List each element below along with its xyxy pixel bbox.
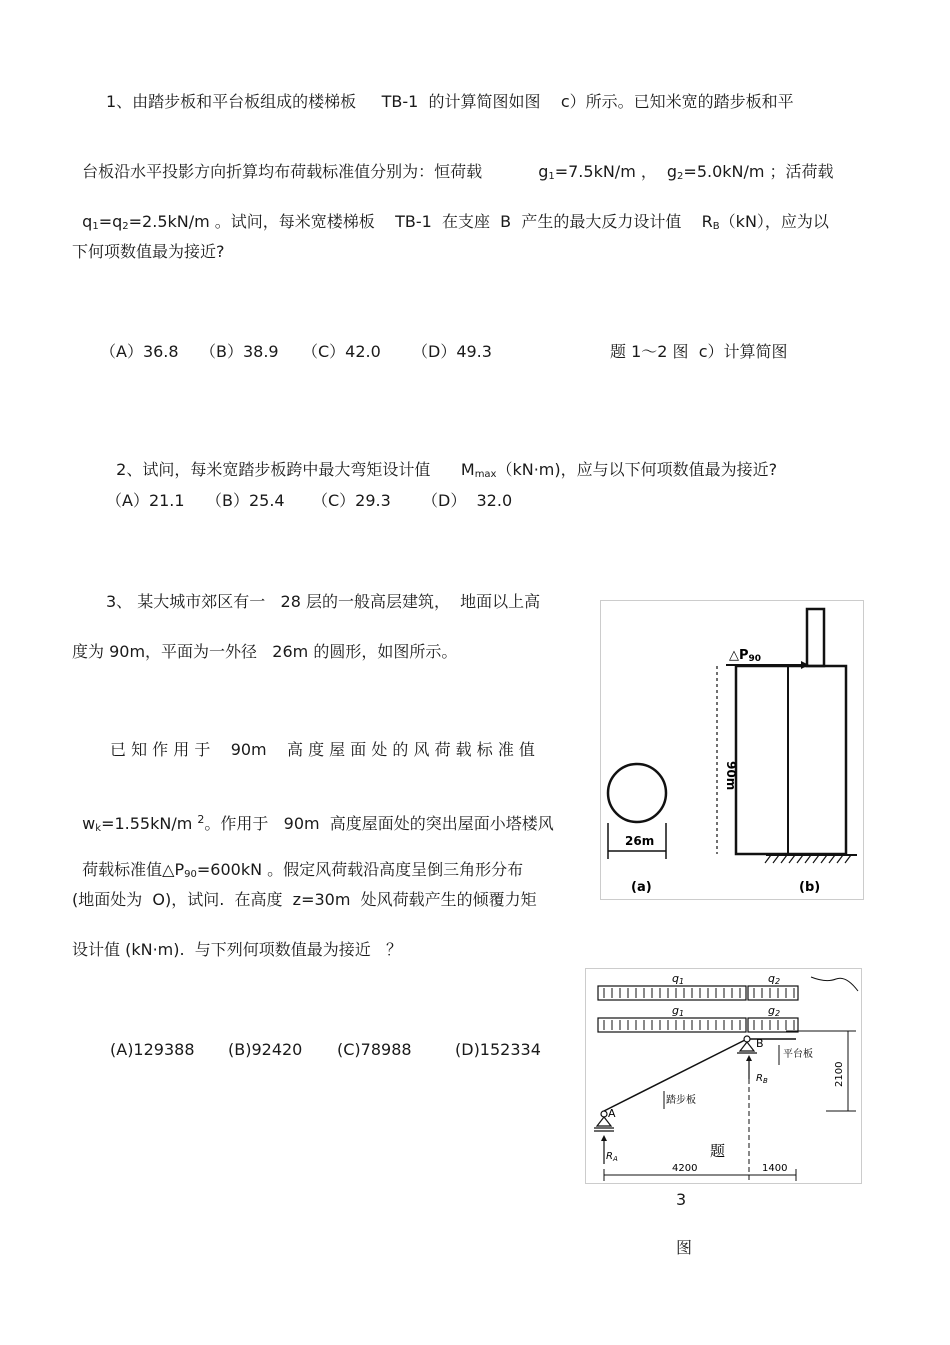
- load-label: △P90: [729, 648, 762, 664]
- rb-subscript: B: [712, 221, 720, 232]
- wind-load-figure: [600, 600, 864, 900]
- point-b-label: B: [756, 1037, 764, 1050]
- g1-symbol: g: [538, 162, 549, 181]
- q1-line-1: 1、由踏步板和平台板组成的楼梯板 TB-1 的计算简图如图 c）所示。已知米宽的踏步板和平: [106, 92, 794, 111]
- wk-unit-superscript: 2: [197, 813, 205, 826]
- q3-line-6: (地面处为 O)，试问. 在高度 z=30m 处风荷载产生的倾覆力矩: [72, 890, 537, 909]
- q1-line-2: [72, 142, 834, 187]
- figure-label-b: (b): [799, 880, 821, 895]
- g2-value: =5.0kN/m ；活荷载: [683, 162, 834, 181]
- live-load-q2: [748, 986, 798, 1000]
- dead-load-g2: [748, 1018, 798, 1032]
- dim-span-2: 1400: [762, 1163, 788, 1174]
- q1-option-d: （D）49.3: [412, 342, 492, 361]
- height-dimension-label: 90m: [724, 761, 738, 791]
- q1-symbol: q: [82, 212, 93, 231]
- figure-label-a: (a): [631, 880, 652, 895]
- g1-subscript: 1: [548, 171, 555, 182]
- p90-subscript: 90: [184, 869, 197, 880]
- q2-option-a: （A）21.1: [106, 491, 185, 510]
- q3-line-4-text: 。作用于 90m 高度屋面处的突出屋面小塔楼风: [204, 814, 554, 833]
- q2-line-1-text: 2、试问，每米宽踏步板跨中最大弯矩设计值 M: [116, 460, 475, 479]
- g2-symbol: g: [666, 162, 678, 181]
- dim-span-1: 4200: [672, 1163, 698, 1174]
- q3-line-7: 设计值 (kN·m). 与下列何项数值最为接近 ？: [72, 940, 402, 959]
- q1-option-a: （A）36.8: [100, 342, 179, 361]
- mmax-subscript: max: [474, 469, 497, 480]
- q2-line-1: [106, 440, 777, 485]
- figure-caption-tu: 图: [676, 1238, 693, 1257]
- reaction-a-label: $R_A$: [606, 1151, 618, 1163]
- figure-caption-number: 3: [676, 1190, 687, 1209]
- stair-label: 踏步板: [666, 1095, 696, 1106]
- point-a-label: A: [608, 1107, 616, 1120]
- q2-option-c: （C）29.3: [312, 491, 391, 510]
- q1-line-3: [72, 192, 829, 237]
- dead-load-arrows: [604, 1020, 794, 1030]
- q3-line-4: [72, 790, 554, 839]
- reaction-b-label: $R_B$: [756, 1073, 768, 1085]
- q3-option-a: (A)129388: [110, 1040, 195, 1059]
- q3-option-b: (B)92420: [228, 1040, 303, 1059]
- q3-option-d: (D)152334: [455, 1040, 541, 1059]
- wk-subscript: k: [95, 823, 102, 834]
- g2-subscript: 2: [677, 171, 684, 182]
- wk-value: =1.55kN/m: [101, 814, 198, 833]
- q2-subscript: 2: [122, 221, 129, 232]
- support-b: [740, 1042, 754, 1051]
- wind-load-drawing: [601, 601, 863, 899]
- building-elevation: [736, 666, 846, 854]
- q1-option-b: （B）38.9: [200, 342, 279, 361]
- label-q1: q1: [672, 972, 685, 986]
- q1-figure-caption: 题 1～2 图 c）计算简图: [610, 342, 788, 361]
- g1-value: =7.5kN/m ，: [554, 162, 657, 181]
- building-plan-circle: [608, 764, 666, 822]
- q3-line-3: 已 知 作 用 于 90m 高 度 屋 面 处 的 风 荷 载 标 准 值: [110, 740, 535, 759]
- q2-line-1-tail: （kN·m)，应与以下何项数值最为接近?: [496, 460, 778, 479]
- q-equals: =q: [98, 212, 123, 231]
- ground-hatch: [765, 855, 851, 863]
- dim-height-label: 2100: [834, 1061, 845, 1087]
- q3-option-c: (C)78988: [337, 1040, 412, 1059]
- stair-drawing: [586, 969, 861, 1183]
- plan-dimension-label: 26m: [625, 834, 655, 848]
- label-g2: g2: [768, 1004, 781, 1018]
- q3-line-5-tail: =600kN 。假定风荷载沿高度呈倒三角形分布: [196, 860, 524, 879]
- q1-line-3-tail: （kN），应为以: [719, 212, 829, 231]
- q1-subscript: 1: [92, 221, 99, 232]
- q3-line-5-text: 荷载标准值△P: [82, 860, 185, 879]
- q1-line-4: 下何项数值最为接近?: [72, 242, 225, 261]
- label-q2: q2: [768, 972, 781, 986]
- q2-option-b: （B）25.4: [206, 491, 285, 510]
- q3-line-5: [72, 840, 523, 885]
- break-line: [811, 977, 858, 991]
- roof-tower: [807, 609, 824, 666]
- q2-option-d: （D） 32.0: [422, 491, 513, 510]
- landing-label: 平台板: [783, 1049, 813, 1060]
- q3-line-2: 度为 90m，平面为一外径 26m 的圆形，如图所示。: [72, 642, 458, 661]
- stair-figure: [585, 968, 862, 1184]
- live-load-arrows: [604, 988, 794, 998]
- figure-caption-ti: 题: [710, 1142, 726, 1160]
- q1-line-2-text: 台板沿水平投影方向折算均布荷载标准值分别为：恒荷载: [82, 162, 483, 181]
- label-g1: g1: [672, 1004, 685, 1018]
- q3-line-1: 3、 某大城市郊区有一 28 层的一般高层建筑， 地面以上高: [106, 592, 541, 611]
- q1-option-c: （C）42.0: [302, 342, 381, 361]
- wk-symbol: w: [82, 814, 96, 833]
- q1-line-3-text: =2.5kN/m 。试问，每米宽楼梯板 TB-1 在支座 B 产生的最大反力设计值 R: [128, 212, 713, 231]
